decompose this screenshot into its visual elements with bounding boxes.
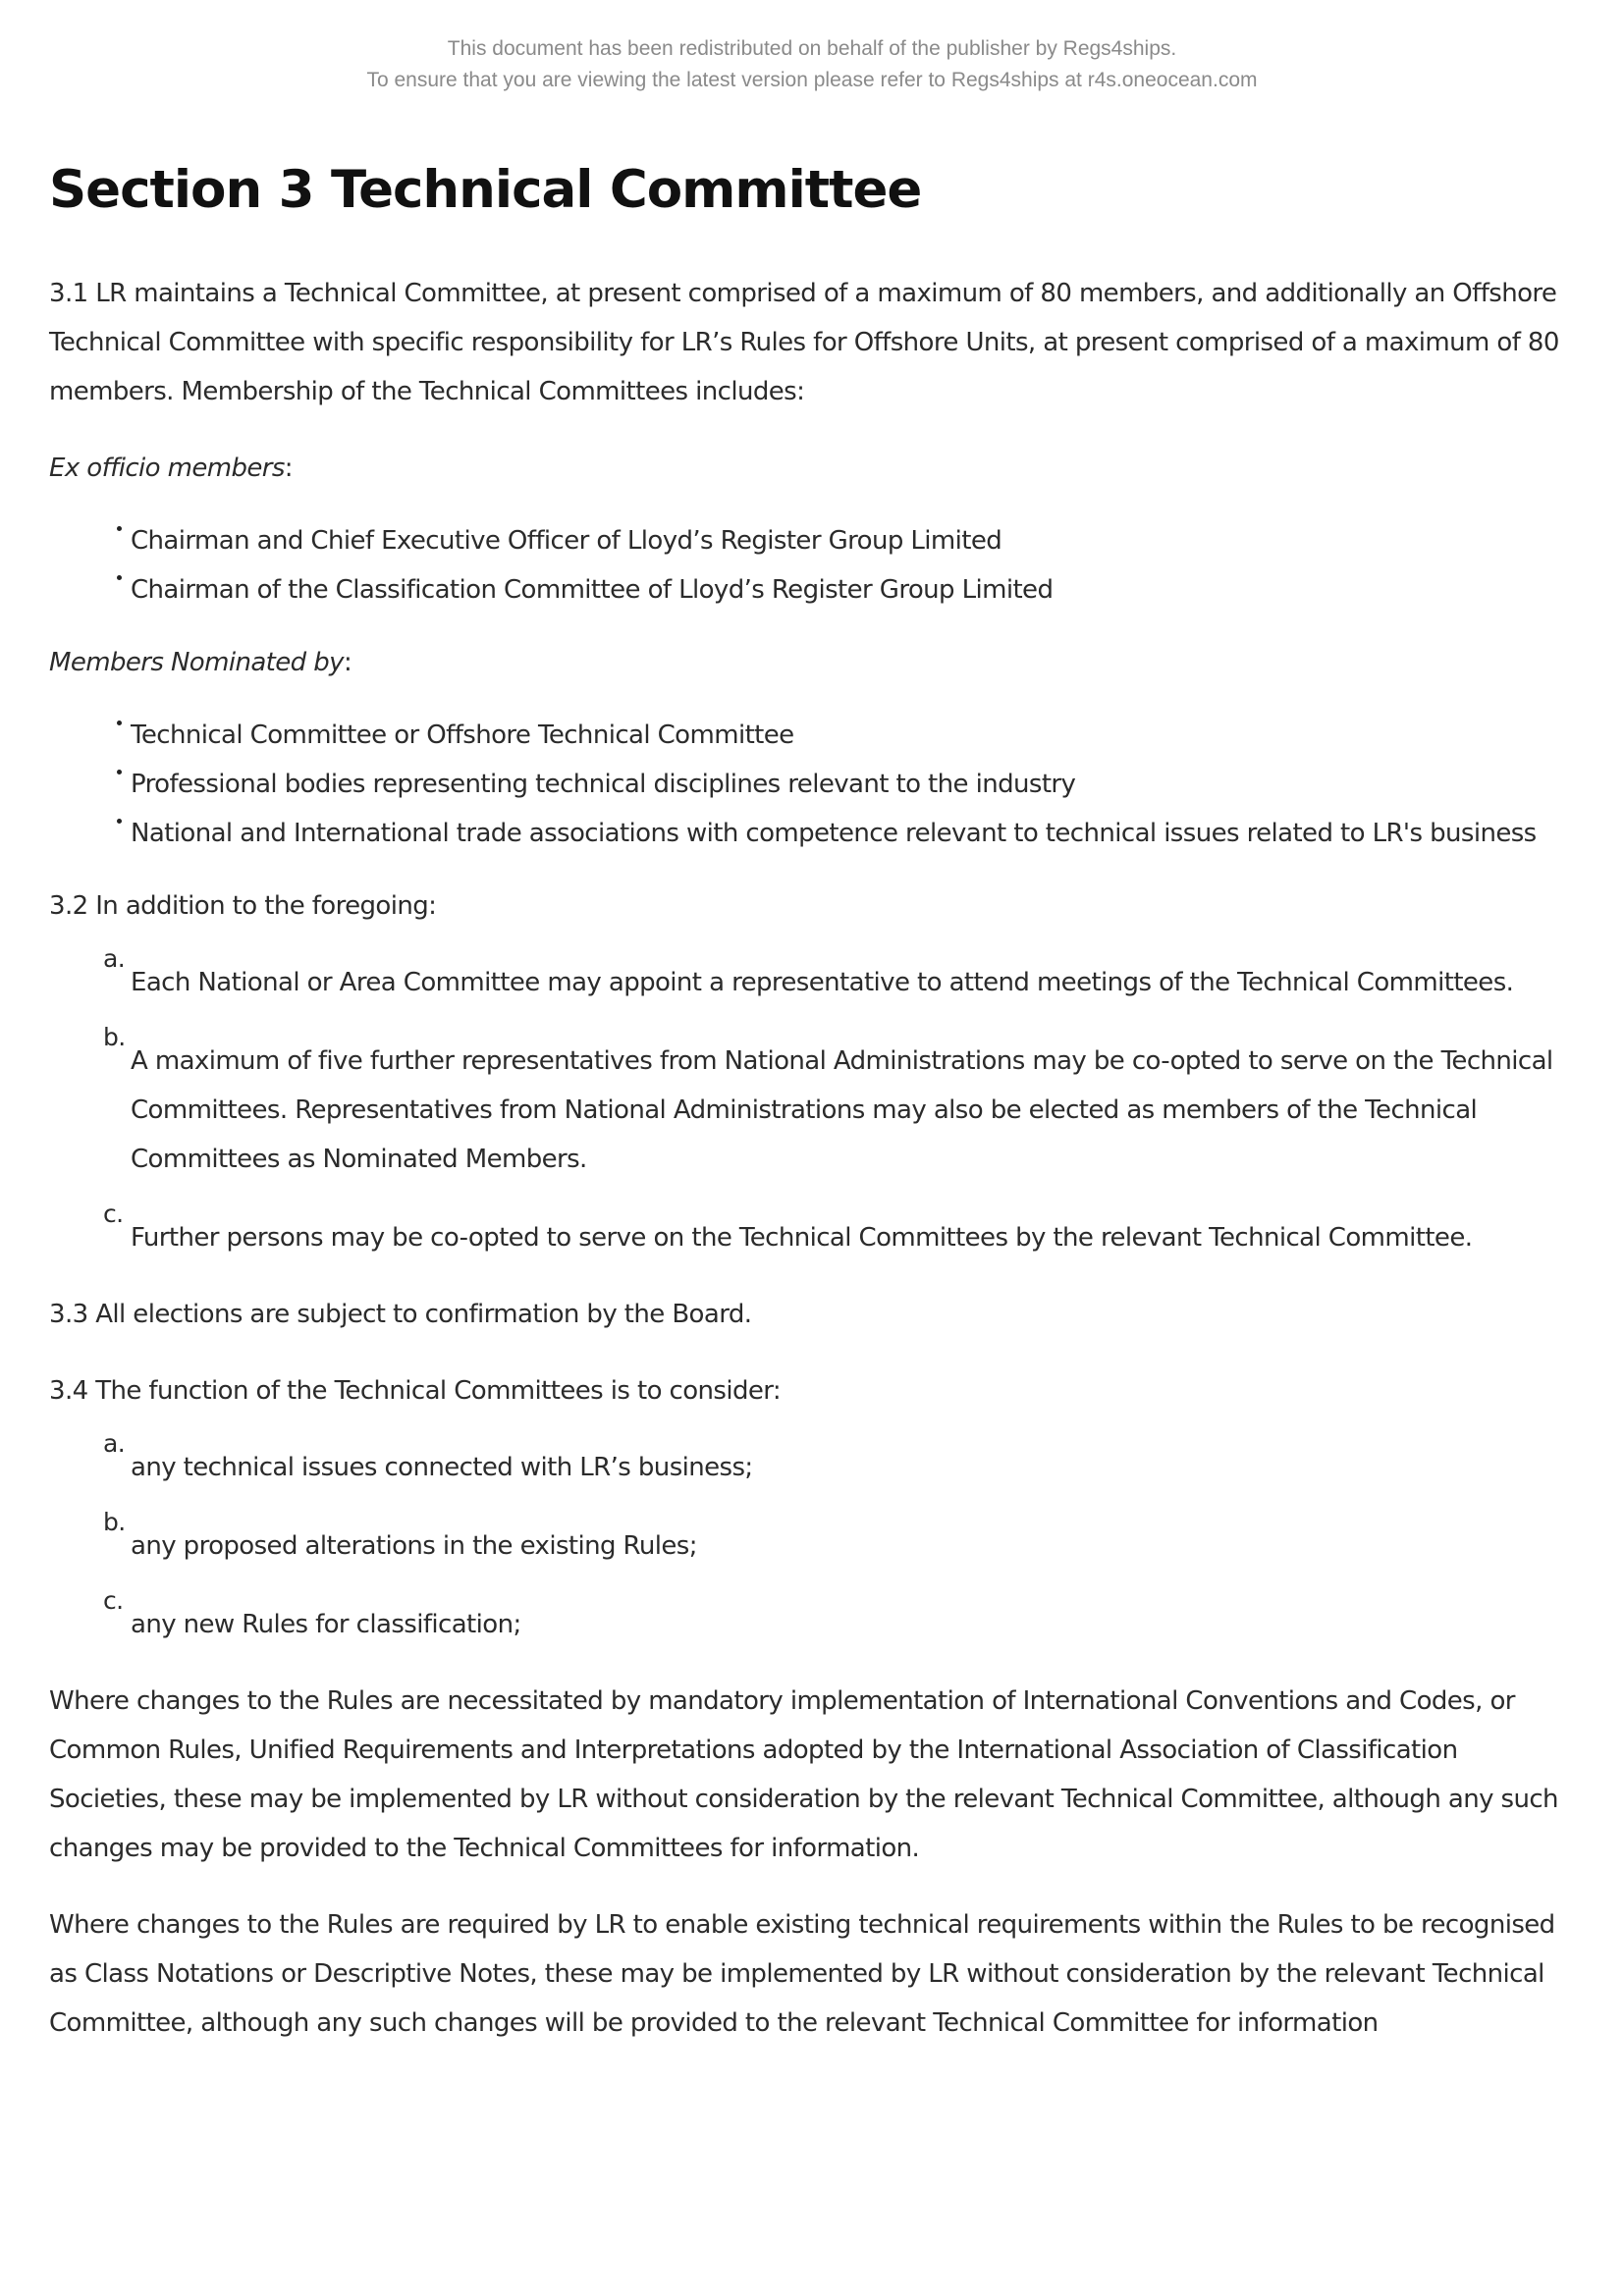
list-marker: c. [103,1586,124,1615]
list-item: Chairman and Chief Executive Officer of Lloyd’s Register Group Limited [131,516,1581,565]
list-item: Chairman of the Classification Committee of Lloyd’s Register Group Limited [131,565,1581,614]
paragraph-conventions: Where changes to the Rules are necessitated by mandatory implementation of International Conventions and Codes, or Common Rules, Unified Requirements and Interpretations adopted by the International Association of Classification Societies, these may be implemented by LR without consideration by the relevant Technical Committee, although any such changes may be provided to the Technical Committees for information. [49,1686,1558,1863]
nominated-label [49,638,1581,687]
list-item-text: any proposed alterations in the existing Rules; [131,1531,697,1561]
list-item [103,1200,1581,1262]
list-item-text: any technical issues connected with LR’s business; [131,1453,753,1482]
notice-line-2: To ensure that you are viewing the latest version please refer to Regs4ships at r4s.oneocean.com [366,69,1258,91]
list-marker: c. [103,1200,124,1228]
list-item-text: A maximum of five further representatives from National Administrations may be co-opted to serve on the Technical Committees. Representatives from National Administrations may also be elected as members of the Technical Committees as Nominated Members. [131,1046,1553,1174]
nominated-label-colon: : [343,648,352,677]
nominated-list [49,711,1581,858]
ex-officio-label-text: Ex officio members [49,454,285,483]
paragraph-3-2: 3.2 In addition to the foregoing: [49,891,437,921]
section-title: Section 3 Technical Committee [49,160,922,220]
list-marker: a. [103,1429,126,1458]
list-3-2 [49,944,1581,1262]
list-item: National and International trade associations with competence relevant to technical issues related to LR's business [131,809,1581,858]
list-marker: a. [103,944,126,973]
paragraph-3-1: 3.1 LR maintains a Technical Committee, at present comprised of a maximum of 80 members, and additionally an Offshore Technical Committee with specific responsibility for LR’s Rules for Offshore Units, at present comprised of a maximum of 80 members. Membership of the Technical Committees includes: [49,279,1559,406]
list-item [103,1429,1581,1492]
list-item: Technical Committee or Offshore Technical Committee [131,711,1581,760]
list-item-text: any new Rules for classification; [131,1610,521,1639]
list-3-4 [49,1429,1581,1649]
paragraph-3-4: 3.4 The function of the Technical Committees is to consider: [49,1376,782,1406]
notice-line-1: This document has been redistributed on behalf of the publisher by Regs4ships. [447,37,1177,60]
ex-officio-label [49,444,1581,493]
nominated-label-text: Members Nominated by [49,648,344,677]
list-item-text: Each National or Area Committee may appoint a representative to attend meetings of the Technical Committees. [131,968,1514,997]
list-item: Professional bodies representing technical disciplines relevant to the industry [131,760,1581,809]
ex-officio-label-colon: : [284,454,293,483]
list-item-text: Further persons may be co-opted to serve on the Technical Committees by the relevant Technical Committee. [131,1223,1473,1253]
list-item [103,1586,1581,1649]
ex-officio-list [49,516,1581,614]
list-item [103,1023,1581,1184]
document-body [49,155,1581,2075]
redistribution-notice [0,33,1624,96]
list-item [103,944,1581,1007]
list-item [103,1508,1581,1571]
list-marker: b. [103,1023,126,1051]
paragraph-3-3: 3.3 All elections are subject to confirmation by the Board. [49,1300,752,1329]
paragraph-notations: Where changes to the Rules are required by LR to enable existing technical requirements within the Rules to be recognised as Class Notations or Descriptive Notes, these may be implemented by LR without consideration by the relevant Technical Committee, although any such changes will be provided to the relevant Technical Committee for information [49,1910,1555,2038]
list-marker: b. [103,1508,126,1536]
